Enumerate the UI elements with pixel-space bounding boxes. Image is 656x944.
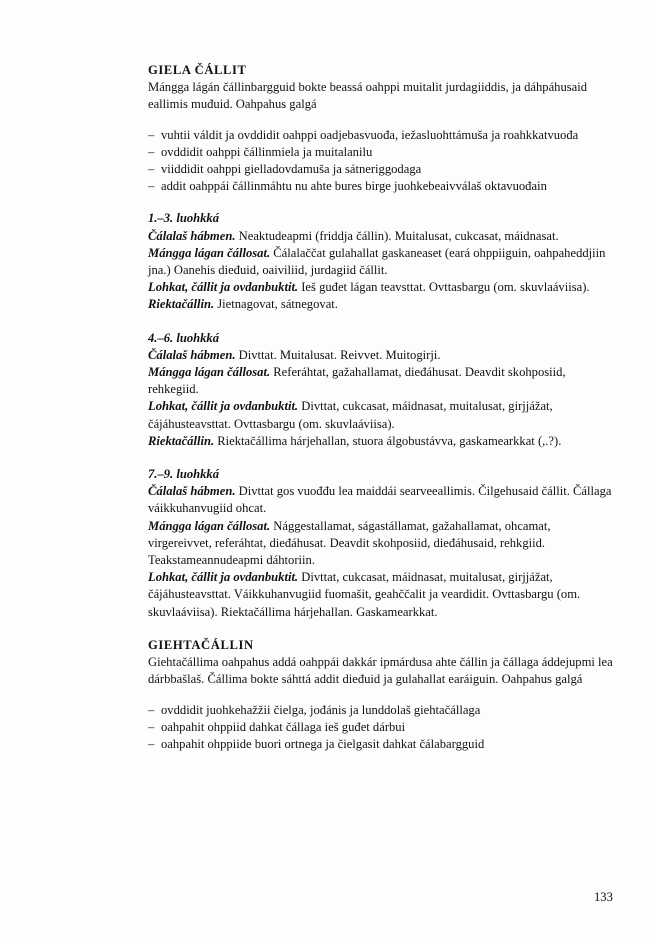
item-text: Nággestallamat, ságastállamat, gažahallamat, ohcamat, virgereivvet, referáhtat, dieđáhusat. Deavdit skohposiid, dieđáhusaid, rehkgiid. Teakstameannudeapmi dáhtoriin.	[148, 518, 551, 568]
item-text: Divttat. Muitalusat. Reivvet. Muitogirji.	[235, 347, 441, 362]
item-paragraph	[148, 398, 616, 432]
item-text: Divttat, cukcasat, máidnasat, muitalusat, girjjážat, čájáhusteavsttat. Váikkuhanvugiid fuomašit, geahččalit ja veardidit. Ovttasbargu (om. skuvlaáviisa). Riektačállima hárjehallan. Gaskamearkkat.	[148, 570, 581, 619]
item-label: Čálalaš hábmen.	[148, 228, 236, 243]
item-paragraph	[148, 483, 616, 517]
item-text: Divttat, cukcasat, máidnasat, muitalusat, girjjážat, čájáhusteavsttat. Ovttasbargu (om. skuvlaáviisa).	[148, 399, 553, 431]
item-paragraph	[148, 433, 616, 450]
item-paragraph	[148, 296, 616, 313]
item-label: Lohkat, čállit ja ovdanbuktit.	[148, 570, 299, 585]
list-item: – viiddidit oahppi gielladovdamuša ja sátneriggodaga	[148, 161, 616, 178]
item-text: Divttat gos vuođđu lea maiddái searveeallimis. Čilgehusaid čállit. Čállaga váikkuhanvugiid ohcat.	[148, 484, 612, 516]
goals-list	[148, 127, 616, 196]
intro-paragraph: Giehtačállima oahpahus addá oahppái dakkár ipmárdusa ahte čállin ja čállaga áddejupmi lea dárbbašlaš. Čállima bokte sáhttá addit dieđuid ja gulahallat earáiguin. Oahpahus galgá	[148, 655, 613, 687]
item-label: Čálalaš hábmen.	[148, 484, 236, 499]
item-label: Čálalaš hábmen.	[148, 347, 236, 362]
page-content	[148, 62, 616, 768]
list-item: – oahpahit ohppiide buori ortnega ja čielgasit dahkat čálabargguid	[148, 736, 616, 753]
item-text: Ieš guđet lágan teavsttat. Ovttasbargu (om. skuvlaáviisa).	[298, 280, 590, 295]
item-paragraph	[148, 347, 616, 364]
list-item: – ovddidit oahppi čállinmiela ja muitalanilu	[148, 144, 616, 161]
item-paragraph	[148, 245, 616, 279]
item-label: Riektačállin.	[148, 297, 215, 312]
item-label: Lohkat, čállit ja ovdanbuktit.	[148, 280, 299, 295]
item-label: Mángga lágan čállosat.	[148, 518, 271, 533]
item-text: Referáhtat, gažahallamat, dieđáhusat. Deavdit skohposiid, rehkegiid.	[148, 365, 566, 397]
intro-paragraph: Mángga lágán čállinbargguid bokte beassá oahppi muitalit jurdagiiddis, ja dáhpáhusaid eallimis muđuid. Oahpahus galgá	[148, 80, 588, 112]
item-text: Neaktudeapmi (friddja čállin). Muitalusat, cukcasat, máidnasat.	[235, 228, 559, 243]
item-paragraph	[148, 279, 616, 296]
item-label: Mángga lágan čállosat.	[148, 365, 271, 380]
item-label: Mángga lágan čállosat.	[148, 245, 271, 260]
grade-section-7-9	[148, 466, 616, 621]
item-label: Riektačállin.	[148, 433, 215, 448]
list-item: – addit oahppái čállinmáhtu nu ahte bures birge juohkebeaivválaš oktavuođain	[148, 178, 616, 195]
item-paragraph	[148, 364, 616, 398]
item-text: Riektačállima hárjehallan, stuora álgobustávva, gaskamearkkat (,.?).	[214, 433, 562, 448]
grade-heading: 1.–3. luohkká	[148, 211, 220, 226]
page-number: 133	[594, 890, 613, 904]
item-text: Jietnagovat, sátnegovat.	[214, 297, 338, 312]
item-label: Lohkat, čállit ja ovdanbuktit.	[148, 399, 299, 414]
list-item: – oahpahit ohppiid dahkat čállaga ieš guđet dárbui	[148, 719, 616, 736]
grade-section-1-3	[148, 210, 616, 313]
item-text: Čálalaččat gulahallat gaskaneaset (eará ohppiiguin, oahpaheddjiin jna.) Oanehis dieđuid, oaiviliid, jurdagiid čállit.	[148, 245, 606, 278]
grade-heading: 4.–6. luohkká	[148, 330, 220, 345]
grade-heading: 7.–9. luohkká	[148, 467, 220, 482]
section-heading-giela-callit: GIELA ČÁLLIT	[148, 63, 247, 77]
item-paragraph	[148, 228, 616, 245]
goals-list	[148, 702, 616, 754]
section-heading-giehtacallin: GIEHTAČÁLLIN	[148, 637, 254, 652]
item-paragraph	[148, 569, 616, 621]
list-item: – vuhtii váldit ja ovddidit oahppi oadjebasvuođa, iežasluohttámuša ja roahkkatvuođa	[148, 127, 616, 144]
item-paragraph	[148, 518, 616, 570]
grade-section-4-6	[148, 330, 616, 450]
list-item: – ovddidit juohkehažžii čielga, jođánis ja lunddolaš giehtačállaga	[148, 702, 616, 719]
